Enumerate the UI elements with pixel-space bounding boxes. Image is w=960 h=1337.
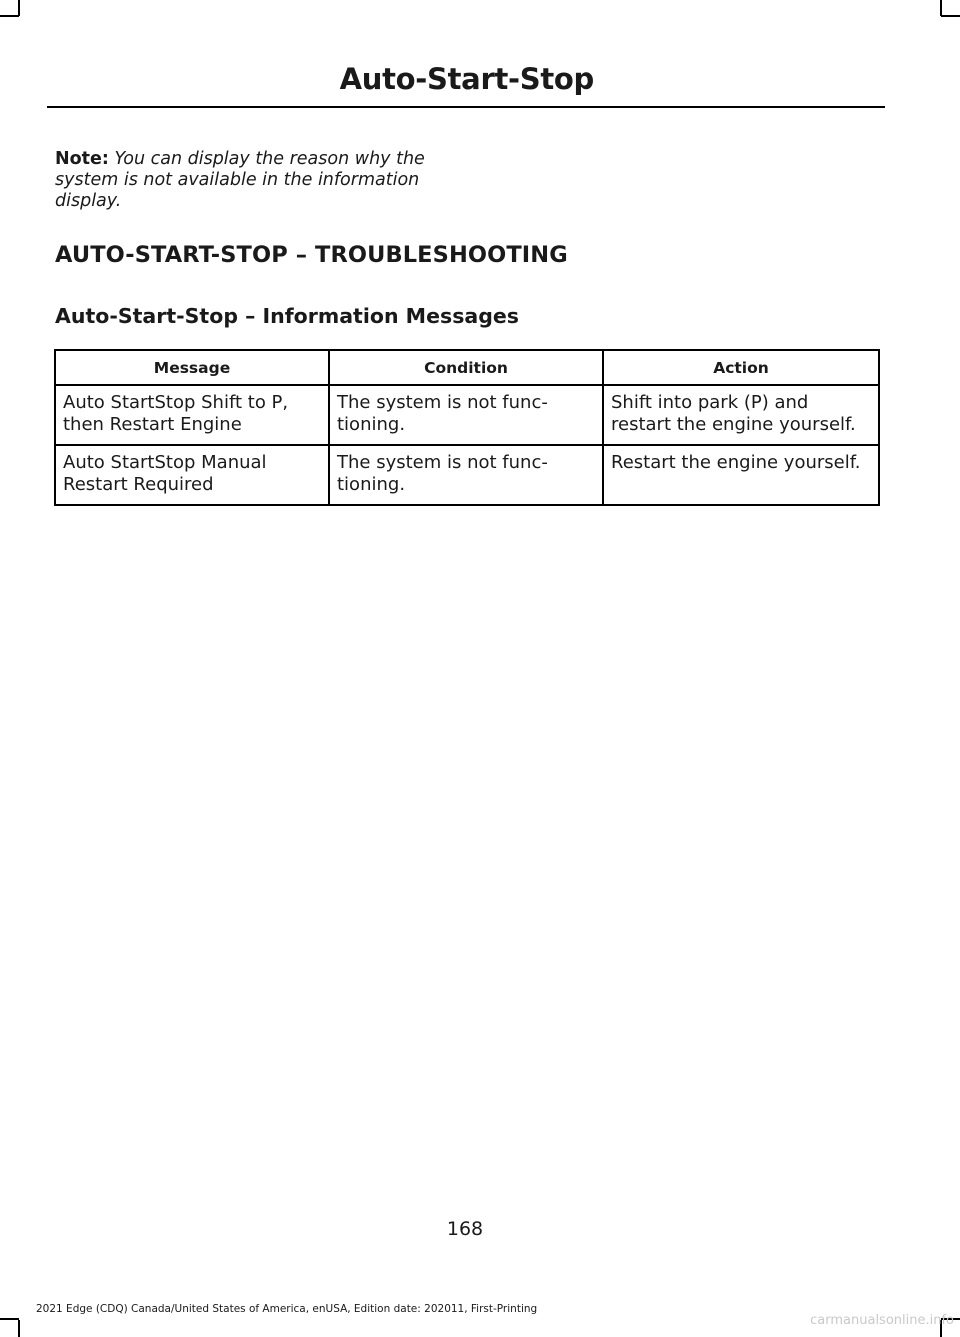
header-divider (47, 106, 885, 108)
section-subheading: Auto-Start-Stop – Information Messages (55, 304, 520, 328)
table-row (55, 445, 879, 505)
watermark: carmanualsonline.info (810, 1313, 954, 1328)
note-label: Note: (55, 149, 109, 169)
crop-mark (18, 1320, 20, 1337)
column-header-message: Message (55, 350, 329, 385)
column-header-condition: Condition (329, 350, 603, 385)
column-header-action: Action (603, 350, 879, 385)
page-number: 168 (446, 1218, 484, 1240)
table-header-row (55, 350, 879, 385)
condition-cell: The system is not func-tioning. (329, 385, 603, 445)
note-paragraph (55, 149, 455, 212)
information-messages-table (54, 349, 880, 506)
page-title: Auto-Start-Stop (339, 62, 594, 96)
crop-mark (18, 0, 20, 16)
footer-edition-info: 2021 Edge (CDQ) Canada/United States of America, enUSA, Edition date: 202011, First-Printing (36, 1303, 538, 1315)
note-text: You can display the reason why the system is not available in the information display. (55, 149, 425, 211)
message-cell: Auto StartStop Manual Restart Required (55, 445, 329, 505)
action-cell: Restart the engine yourself. (603, 445, 879, 505)
crop-mark (0, 15, 19, 17)
table-row (55, 385, 879, 445)
action-cell: Shift into park (P) and restart the engine yourself. (603, 385, 879, 445)
section-heading: AUTO-START-STOP – TROUBLESHOOTING (55, 242, 568, 268)
crop-mark (0, 1318, 19, 1320)
message-cell: Auto StartStop Shift to P, then Restart Engine (55, 385, 329, 445)
crop-mark (941, 15, 960, 17)
crop-mark (940, 0, 942, 16)
condition-cell: The system is not func-tioning. (329, 445, 603, 505)
